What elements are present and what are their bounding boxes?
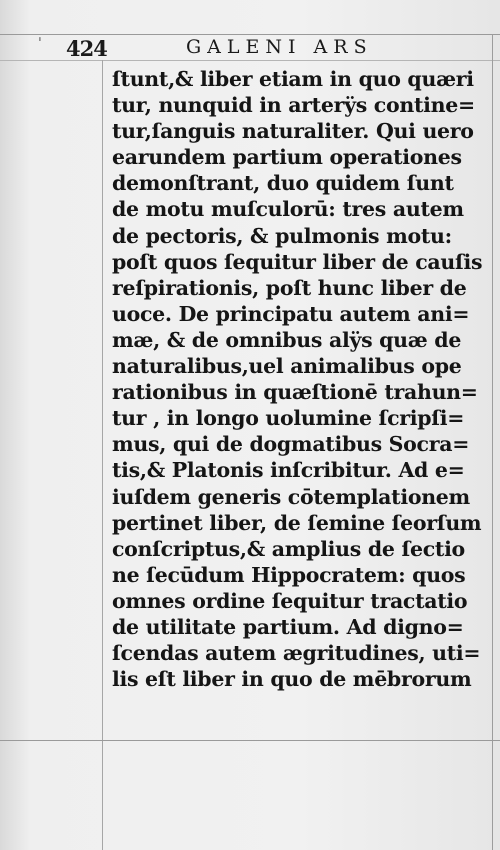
text-line: reſpirationis, poſt hunc liber de <box>112 275 467 300</box>
text-line: earundem partium operationes <box>112 145 462 170</box>
text-line: mæ, & de omnibus alÿs quæ de <box>112 327 462 352</box>
text-line: iuſdem generis cōtemplationem <box>112 484 470 509</box>
text-line: de pectoris, & pulmonis motu: <box>112 223 452 248</box>
text-line: tur , in longo uolumine ſcripſi= <box>112 406 465 431</box>
text-line: ſtunt,& liber etiam in quo quæri <box>112 67 474 91</box>
text-line: tis,& Platonis inſcribitur. Ad e= <box>112 458 465 483</box>
text-line: naturalibus,uel animalibus ope <box>112 354 462 379</box>
page-number: 424 <box>66 36 107 61</box>
right-margin-rule <box>492 34 493 850</box>
text-line: pertinet liber, de ſemine ſeorſum <box>112 510 482 535</box>
top-rule <box>0 34 500 35</box>
text-line: mus, qui de dogmatibus Socra= <box>112 432 470 457</box>
text-line: tur, nunquid in arterÿs contine= <box>112 93 475 118</box>
page-header <box>66 36 466 60</box>
running-title: GALENI ARS <box>186 36 373 58</box>
text-line: rationibus in quæſtionē trahun= <box>112 380 478 405</box>
bottom-rule <box>0 740 500 741</box>
text-line: conſcriptus,& amplius de ſectio <box>112 536 465 561</box>
margin-tick-mark: ˈ <box>38 36 42 52</box>
text-line: omnes ordine ſequitur tractatio <box>112 588 468 613</box>
text-line: uoce. De principatu autem ani= <box>112 301 470 326</box>
left-margin-rule <box>102 60 103 850</box>
text-line: tur,ſanguis naturaliter. Qui uero <box>112 119 474 144</box>
text-line: poſt quos ſequitur liber de cauſis <box>112 249 483 274</box>
text-line: lis eſt liber in quo de mēbrorum <box>112 667 472 692</box>
text-line: demonſtrant, duo quidem ſunt <box>112 171 454 196</box>
body-text <box>112 66 492 692</box>
text-line: ne ſecūdum Hippocratem: quos <box>112 562 466 587</box>
text-line: ſcendas autem ægritudines, uti= <box>112 641 481 666</box>
text-line: de motu muſculorū: tres autem <box>112 197 464 222</box>
text-line: de utilitate partium. Ad digno= <box>112 614 464 639</box>
